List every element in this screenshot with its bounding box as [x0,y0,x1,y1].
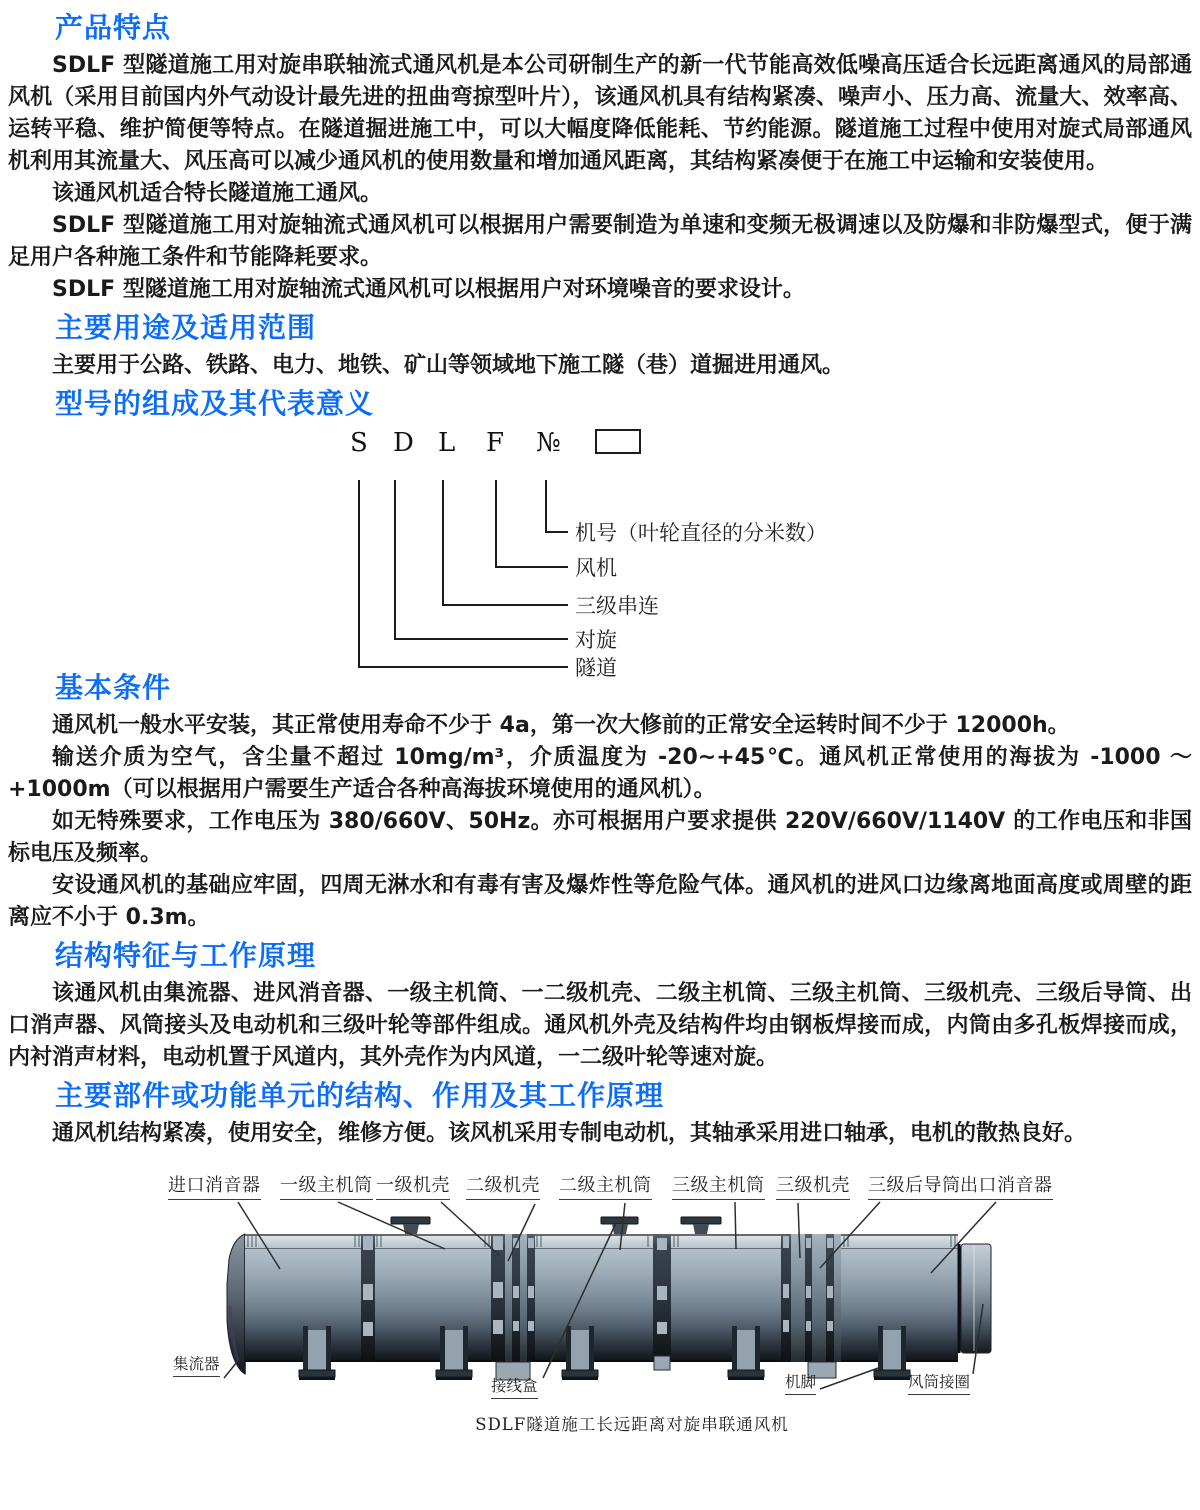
label-three-stage-series: 三级串连 [575,594,659,618]
fan-label-junction-box: 接线盒 [491,1378,538,1399]
label-fan-number: 机号（叶轮直径的分米数） [575,521,827,545]
fan-label-stage3-rear-guide: 三级后导筒 [868,1176,961,1200]
heading-main-uses: 主要用途及适用范围 [55,311,317,344]
paragraph-product-features-4: SDLF 型隧道施工用对旋轴流式通风机可以根据用户对环境噪音的要求设计。 [52,277,805,302]
paragraph-product-features-1: SDLF 型隧道施工用对旋串联轴流式通风机是本公司研制生产的新一代节能高效低噪高压适合长远距离通风的局部通风机（采用目前国内外气动设计最先进的扭曲弯掠型叶片），该通风机具有结构紧凑、噪声小、压力高、流量大、效率高、运转平稳、维护简便等特点。在隧道掘进施工中，可以大幅度降低能耗、节约能源。隧道施工过程中使用对旋式局部通风机利用其流量大、风压高可以减少通风机的使用数量和增加通风距离，其结构紧凑便于在施工中运输和安装使用。 [8,53,1192,174]
paragraph-main-uses: 主要用于公路、铁路、电力、地铁、矿山等领域地下施工隧（巷）道掘进用通风。 [52,353,845,378]
model-code-branch-lines [359,480,568,667]
foot [728,1326,764,1380]
fan-label-stage3-main-barrel: 三级主机筒 [672,1176,765,1200]
junction-box-2 [601,1217,638,1234]
fan-label-stage1-casing: 一级机壳 [376,1176,450,1200]
foot [299,1326,335,1380]
fan-label-stage3-casing: 三级机壳 [776,1176,850,1200]
barrel-top-band [245,1234,958,1248]
fan-machine-body [227,1217,991,1380]
fan-label-stage2-main-barrel: 二级主机筒 [559,1176,652,1200]
fan-size-box [596,430,640,453]
code-letter-f: F [486,428,505,458]
foot [436,1326,472,1380]
model-composition-diagram [8,426,1192,680]
code-letter-l: L [438,428,456,458]
label-tunnel: 隧道 [575,656,617,680]
fan-structure-diagram [8,1156,1192,1478]
branch-line-fan-number [546,480,568,532]
model-code-svg [8,426,1200,688]
heading-main-components: 主要部件或功能单元的结构、作用及其工作原理 [55,1079,665,1112]
heading-basic-conditions: 基本条件 [55,671,172,704]
code-letter-s: S [350,428,368,458]
label-fan: 风机 [575,556,617,580]
fan-label-outlet-silencer: 出口消音器 [960,1176,1053,1200]
fan-label-collector: 集流器 [173,1356,220,1377]
paragraph-basic-4: 安设通风机的基础应牢固，四周无淋水和有毒有害及爆炸性等危险气体。通风机的进风口边缘离地面高度或周壁的距离应不小于 0.3m。 [8,873,1192,930]
foot [562,1326,598,1380]
fan-diagram-caption: SDLF隧道施工长远距离对旋串联通风机 [475,1415,789,1434]
label-counter-rotating: 对旋 [575,628,617,652]
flange-foot-block [654,1356,670,1370]
fan-label-stage1-main-barrel: 一级主机筒 [280,1176,373,1200]
leader-stage3-main-barrel [735,1202,736,1249]
paragraph-basic-1: 通风机一般水平安装，其正常使用寿命不少于 4a，第一次大修前的正常安全运转时间不少于 12000h。 [52,713,1070,738]
flange-stage1 [361,1234,375,1362]
branch-line-three-stage [443,480,568,605]
duct-connection-ring [959,1244,991,1353]
paragraph-product-features-2: 该通风机适合特长隧道施工通风。 [52,181,383,206]
fan-label-stage2-casing: 二级机壳 [466,1176,540,1200]
branch-line-fan [496,480,568,567]
model-code-letters [350,428,640,458]
branch-line-counter-rotating [395,480,568,639]
paragraph-main-components: 通风机结构紧凑，使用安全，维修方便。该风机采用专制电动机，其轴承采用进口轴承，电机的散热良好。 [52,1121,1087,1146]
fan-label-inlet-silencer: 进口消音器 [168,1176,261,1200]
fan-label-duct-ring: 风筒接圈 [908,1374,970,1395]
heading-product-features: 产品特点 [55,11,172,44]
code-letter-no: № [536,428,561,458]
heading-model-composition: 型号的组成及其代表意义 [55,387,375,420]
paragraph-basic-2: 输送介质为空气，含尘量不超过 10mg/m³，介质温度为 -20~+45℃。通风机正常使用的海拔为 -1000 ～ +1000m（可以根据用户需要生产适合各种高海拔环境使用的通风机）。 [8,745,1192,802]
paragraph-product-features-3: SDLF 型隧道施工用对旋轴流式通风机可以根据用户需要制造为单速和变频无极调速以及防爆和非防爆型式，便于满足用户各种施工条件和节能降耗要求。 [8,213,1192,270]
fan-label-foot: 机脚 [785,1374,816,1395]
heading-structure-principle: 结构特征与工作原理 [55,939,317,972]
flange-stage2-3 [653,1234,671,1362]
junction-box-3 [681,1217,721,1234]
paragraph-basic-3: 如无特殊要求，工作电压为 380/660V、50Hz。亦可根据用户要求提供 220V/660V/1140V 的工作电压和非国标电压及频率。 [8,809,1192,866]
foot [874,1326,910,1380]
leader-collector [224,1362,237,1378]
paragraph-structure: 该通风机由集流器、进风消音器、一级主机筒、一二级机壳、二级主机筒、三级主机筒、三级机壳、三级后导筒、出口消声器、风筒接头及电动机和三级叶轮等部件组成。通风机外壳及结构件均由钢板焊接而成，内筒由多孔板焊接而成，内衬消声材料，电动机置于风道内，其外壳作为内风道，一二级叶轮等速对旋。 [8,981,1192,1070]
code-letter-d: D [393,428,414,458]
flange-stage3-casing [781,1234,841,1362]
model-code-branch-labels [575,521,827,680]
junction-box-1 [391,1217,430,1234]
